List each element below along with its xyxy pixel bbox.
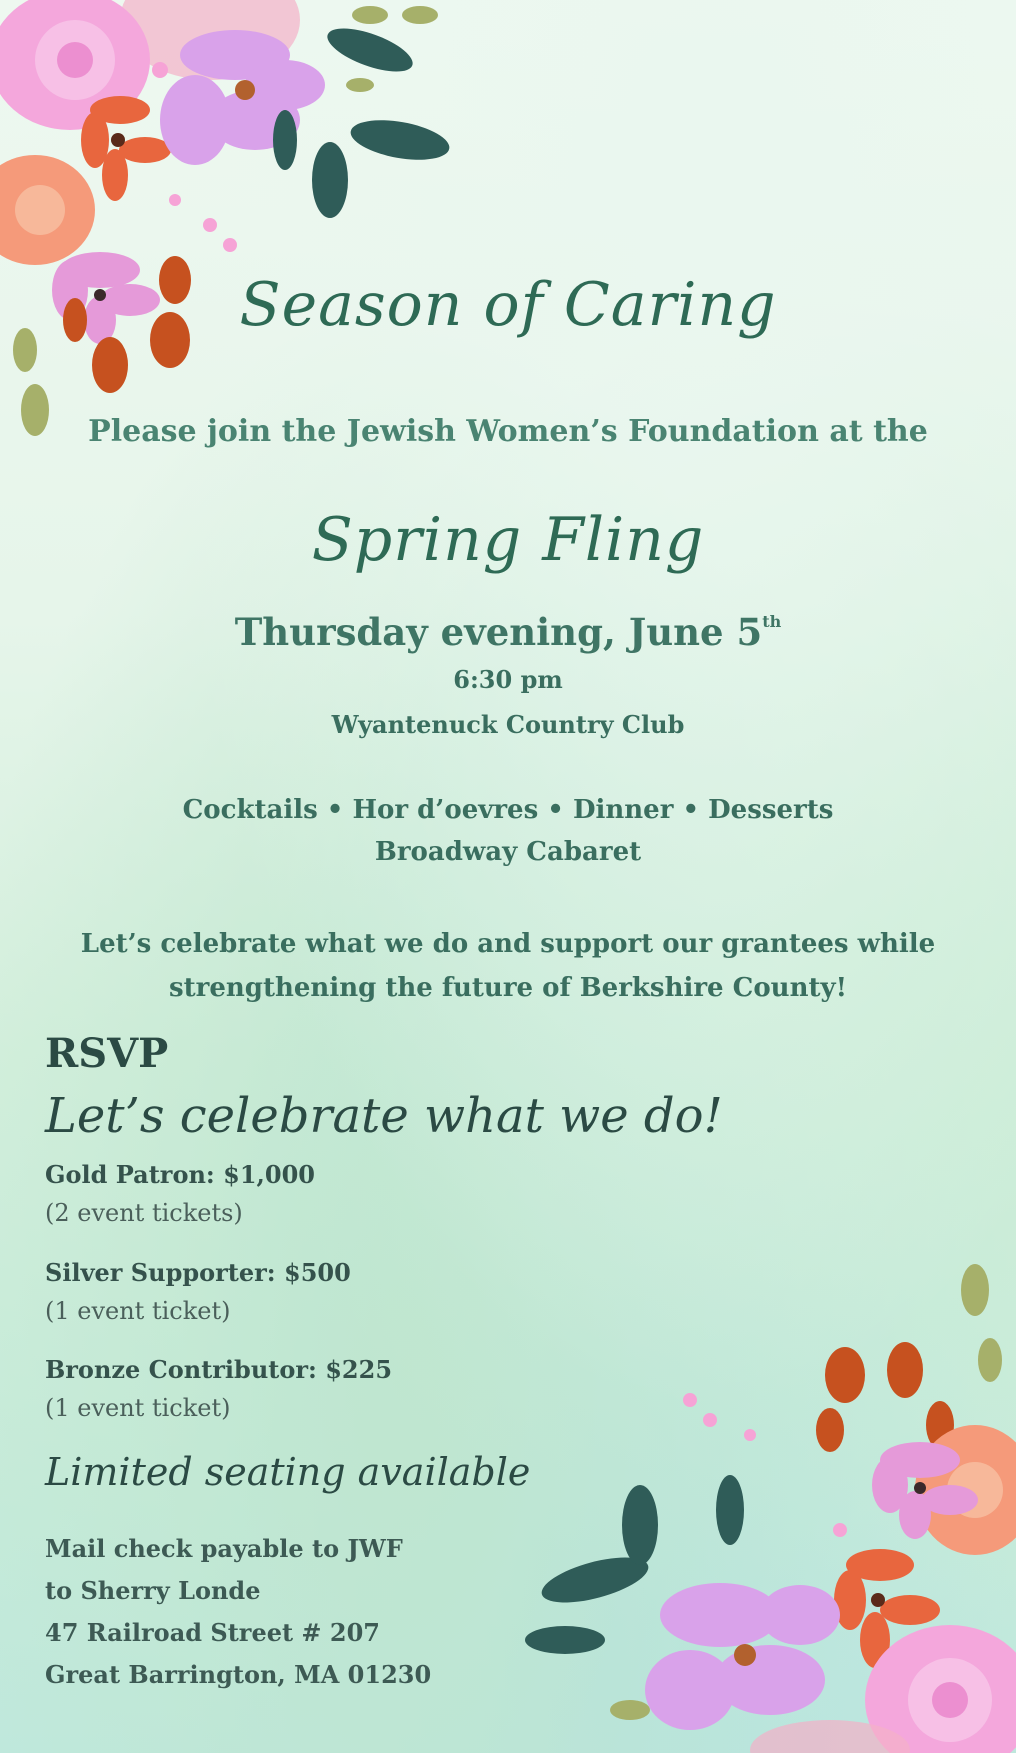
event-offerings: Cocktails • Hor d’oevres • Dinner • Desserts <box>182 795 834 825</box>
mail-line-4: Great Barrington, MA 01230 <box>45 1660 432 1689</box>
intro-text: Please join the Jewish Women’s Foundation at the <box>88 414 928 449</box>
tier-name: Bronze Contributor: $225 <box>45 1355 393 1384</box>
floral-top-left-decoration <box>0 0 500 480</box>
event-date-text: Thursday evening, June 5 <box>234 610 763 654</box>
tier-name: Silver Supporter: $500 <box>45 1258 351 1287</box>
season-of-caring-heading: Season of Caring <box>239 270 777 340</box>
rsvp-label: RSVP <box>45 1030 169 1077</box>
event-date-suffix: th <box>762 612 782 631</box>
rsvp-tier-silver <box>45 1258 351 1325</box>
rsvp-tier-bronze <box>45 1355 392 1422</box>
event-date <box>0 610 1016 654</box>
limited-seating-note: Limited seating available <box>45 1450 531 1494</box>
rsvp-tagline: Let’s celebrate what we do! <box>45 1088 723 1144</box>
spring-fling-heading: Spring Fling <box>311 505 705 575</box>
tier-detail: (1 event ticket) <box>45 1394 231 1422</box>
event-message-line-1: Let’s celebrate what we do and support our grantees while <box>80 929 936 959</box>
mail-line-2: to Sherry Londe <box>45 1576 261 1605</box>
mail-instructions <box>45 1528 431 1696</box>
event-time: 6:30 pm <box>453 665 563 694</box>
event-message-line-2: strengthening the future of Berkshire County! <box>168 973 848 1003</box>
event-entertainment: Broadway Cabaret <box>374 837 642 867</box>
tier-detail: (1 event ticket) <box>45 1297 231 1325</box>
tier-name: Gold Patron: $1,000 <box>45 1160 315 1189</box>
mail-line-3: 47 Railroad Street # 207 <box>45 1618 380 1647</box>
rsvp-tier-gold <box>45 1160 315 1227</box>
tier-detail: (2 event tickets) <box>45 1199 243 1227</box>
event-message <box>0 922 1016 1010</box>
floral-bottom-right-decoration <box>520 1260 1016 1753</box>
event-venue: Wyantenuck Country Club <box>331 710 685 739</box>
mail-line-1: Mail check payable to JWF <box>45 1534 403 1563</box>
